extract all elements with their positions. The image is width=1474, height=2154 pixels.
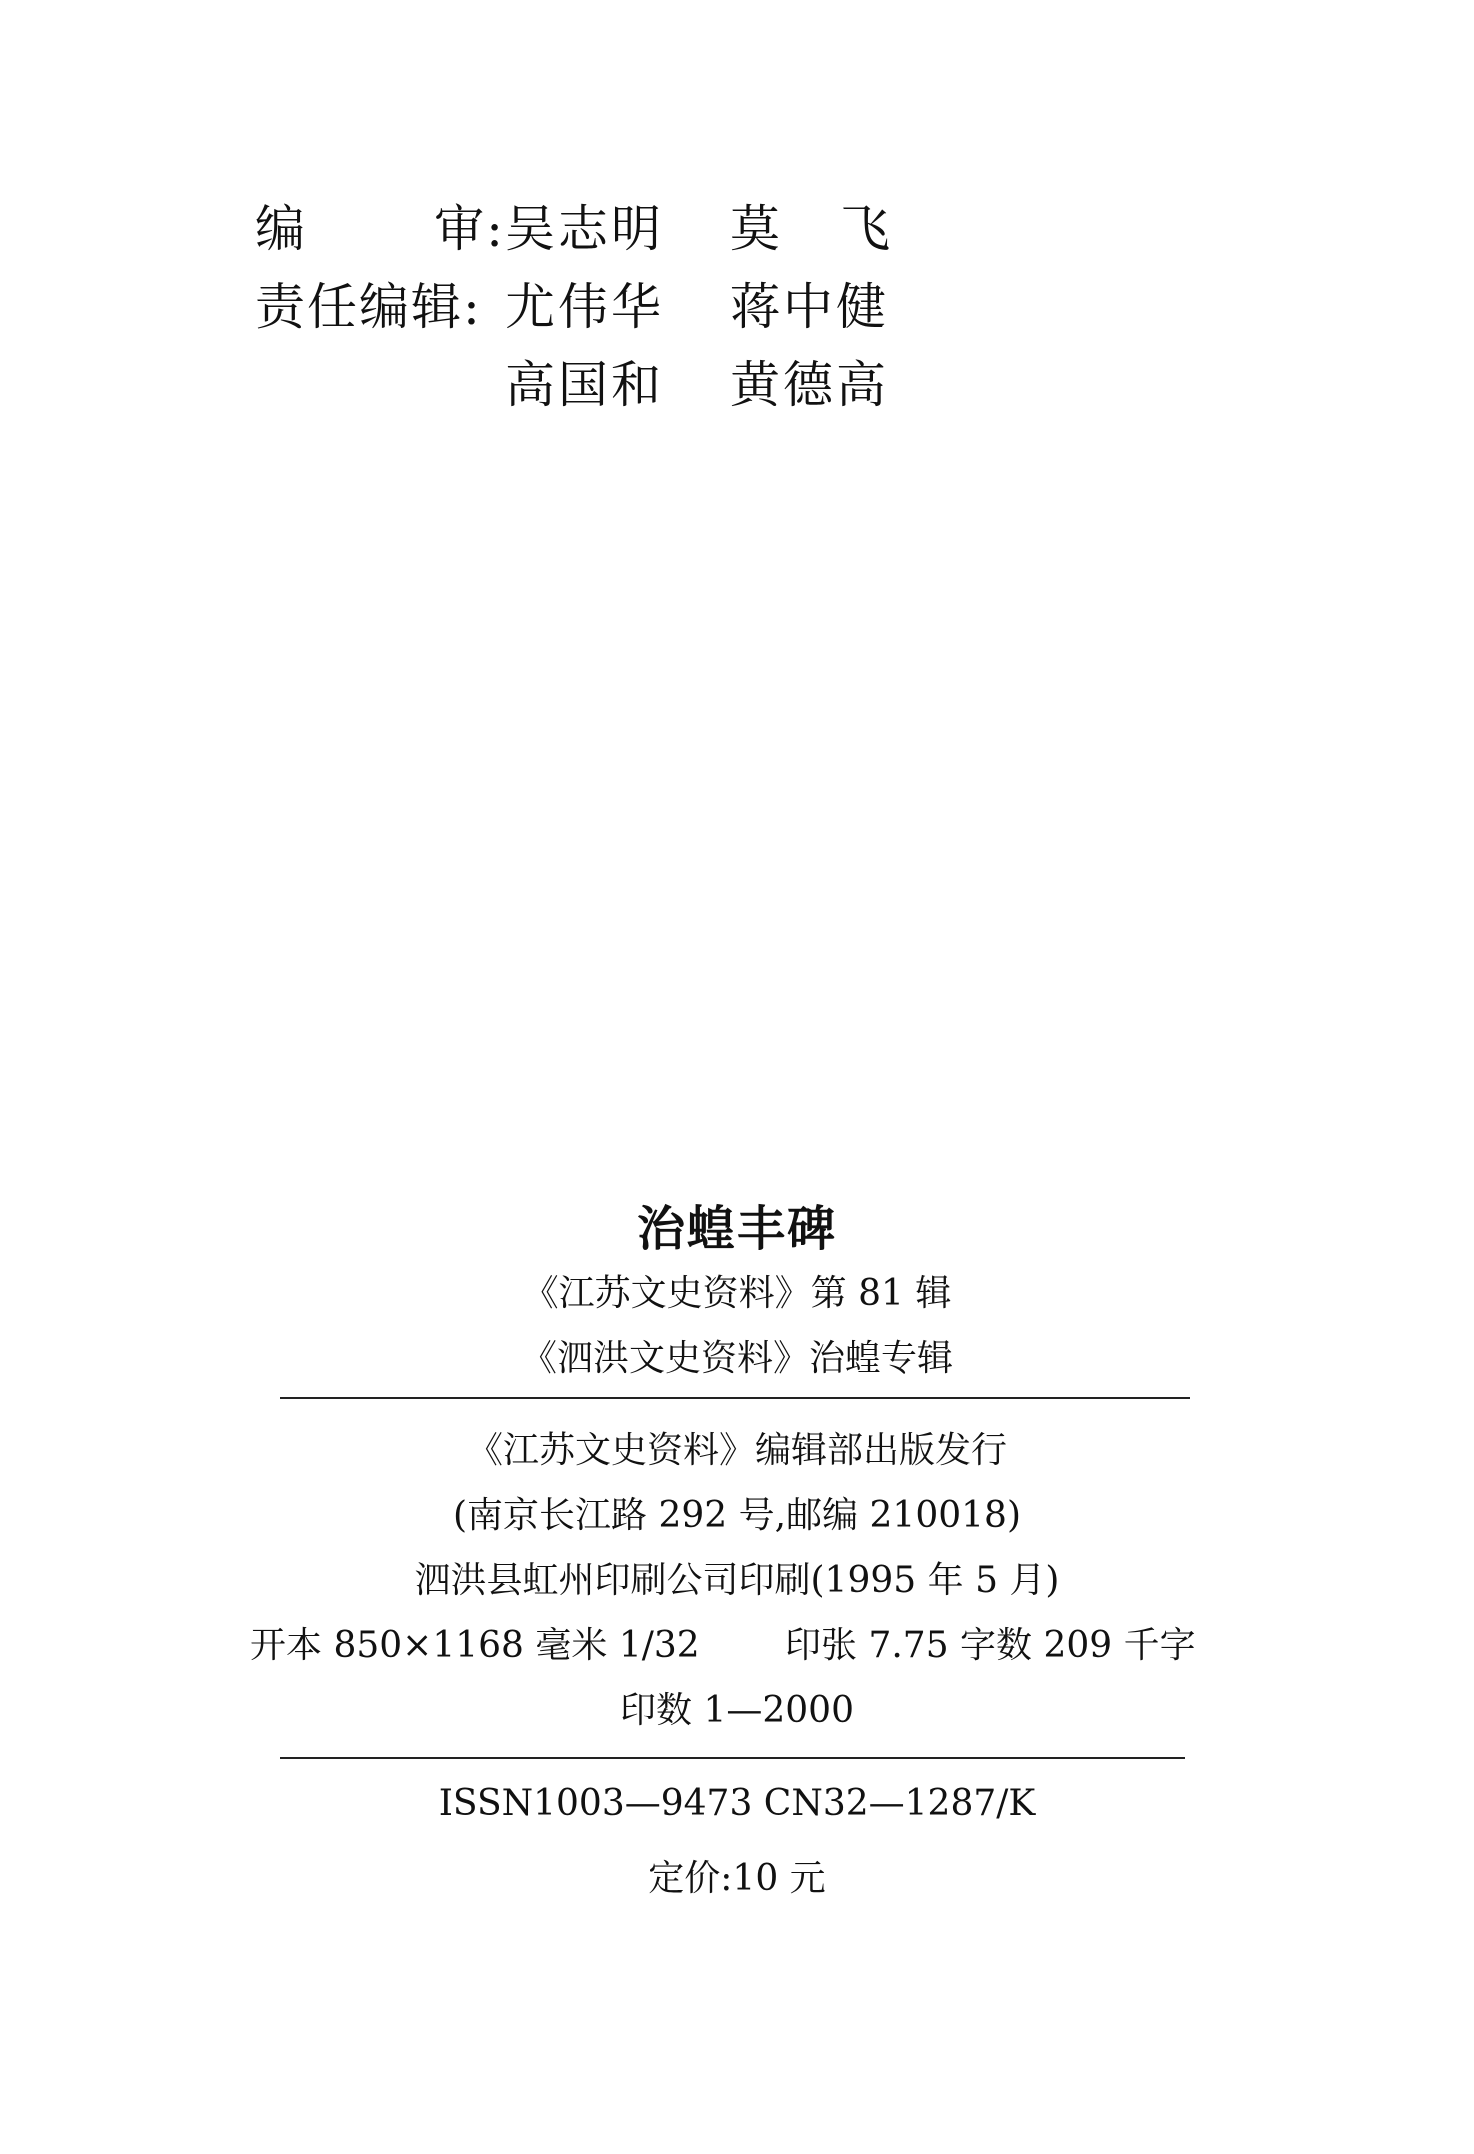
reviewer-name-1: 吴志明 [505, 200, 664, 258]
reviewer-label-part-1: 编 [255, 200, 307, 258]
print-run-line: 印数 1—2000 [620, 1690, 854, 1731]
series-line-1: 《江苏文史资料》第 81 辑 [522, 1273, 952, 1314]
editor-name-3: 高国和 [505, 356, 664, 414]
reviewer-label [255, 190, 505, 268]
reviewer-label-part-2: 审: [434, 200, 505, 258]
reviewer-name-2-char-2: 飞 [840, 200, 890, 258]
editor-name-1: 尤伟华 [505, 278, 664, 336]
format-spec: 开本 850×1168 毫米 1/32 [250, 1625, 700, 1666]
editor-row-2 [255, 346, 955, 424]
reviewer-name-2-char-1: 莫 [730, 200, 780, 258]
credits-block [255, 190, 955, 424]
bottom-divider [280, 1757, 1185, 1759]
publisher-line: 《江苏文史资料》编辑部出版发行 [466, 1430, 1007, 1471]
editor-name-2: 蒋中健 [730, 278, 889, 336]
reviewer-name-2 [730, 190, 890, 268]
top-divider [280, 1397, 1190, 1399]
price-line: 定价:10 元 [648, 1858, 826, 1899]
editor-label: 责任编辑: [255, 278, 482, 336]
series-line-2: 《泗洪文史资料》治蝗专辑 [520, 1338, 953, 1379]
reviewer-row [255, 190, 955, 268]
book-title: 治蝗丰碑 [636, 1201, 837, 1257]
sheets-spec: 印张 7.75 字数 209 千字 [785, 1625, 1196, 1666]
address-line: (南京长江路 292 号,邮编 210018) [452, 1495, 1021, 1536]
editor-row-1 [255, 268, 955, 346]
editor-name-4: 黄德高 [730, 356, 889, 414]
issn-line: ISSN1003—9473 CN32—1287/K [438, 1783, 1036, 1824]
printer-line: 泗洪县虹州印刷公司印刷(1995 年 5 月) [414, 1560, 1060, 1601]
